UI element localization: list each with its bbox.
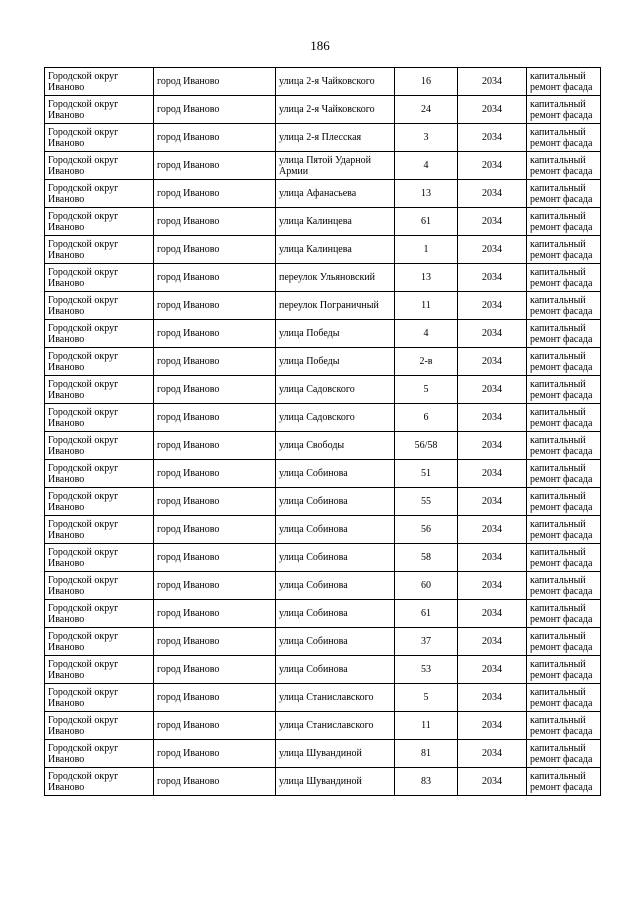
cell-work-type: капитальный ремонт фасада — [527, 516, 601, 544]
cell-planned-year: 2034 — [458, 292, 527, 320]
cell-planned-year: 2034 — [458, 768, 527, 796]
cell-planned-year: 2034 — [458, 544, 527, 572]
table-row — [45, 264, 601, 292]
cell-municipal-district: Городской округ Иваново — [45, 488, 154, 516]
cell-municipal-district: Городской округ Иваново — [45, 768, 154, 796]
cell-planned-year: 2034 — [458, 432, 527, 460]
cell-work-type: капитальный ремонт фасада — [527, 208, 601, 236]
table-row — [45, 348, 601, 376]
table-row — [45, 628, 601, 656]
cell-planned-year: 2034 — [458, 684, 527, 712]
cell-street: переулок Ульяновский — [276, 264, 395, 292]
registry-table — [44, 67, 601, 796]
cell-work-type: капитальный ремонт фасада — [527, 292, 601, 320]
cell-street: улица Победы — [276, 348, 395, 376]
cell-house-number: 11 — [395, 712, 458, 740]
table-row — [45, 740, 601, 768]
cell-street: переулок Пограничный — [276, 292, 395, 320]
page-number: 186 — [310, 38, 330, 53]
cell-work-type: капитальный ремонт фасада — [527, 348, 601, 376]
cell-street: улица Садовского — [276, 404, 395, 432]
cell-settlement: город Иваново — [154, 292, 276, 320]
cell-municipal-district: Городской округ Иваново — [45, 572, 154, 600]
cell-planned-year: 2034 — [458, 460, 527, 488]
cell-house-number: 16 — [395, 68, 458, 96]
table-row — [45, 768, 601, 796]
cell-planned-year: 2034 — [458, 96, 527, 124]
cell-settlement: город Иваново — [154, 628, 276, 656]
cell-house-number: 24 — [395, 96, 458, 124]
table-row — [45, 236, 601, 264]
cell-work-type: капитальный ремонт фасада — [527, 712, 601, 740]
cell-municipal-district: Городской округ Иваново — [45, 264, 154, 292]
cell-planned-year: 2034 — [458, 152, 527, 180]
cell-municipal-district: Городской округ Иваново — [45, 600, 154, 628]
cell-street: улица Собинова — [276, 488, 395, 516]
cell-house-number: 37 — [395, 628, 458, 656]
cell-street: улица Шувандиной — [276, 740, 395, 768]
cell-work-type: капитальный ремонт фасада — [527, 152, 601, 180]
cell-house-number: 61 — [395, 600, 458, 628]
table-row — [45, 96, 601, 124]
cell-settlement: город Иваново — [154, 68, 276, 96]
cell-settlement: город Иваново — [154, 236, 276, 264]
cell-work-type: капитальный ремонт фасада — [527, 236, 601, 264]
cell-planned-year: 2034 — [458, 488, 527, 516]
cell-municipal-district: Городской округ Иваново — [45, 684, 154, 712]
cell-planned-year: 2034 — [458, 600, 527, 628]
cell-municipal-district: Городской округ Иваново — [45, 460, 154, 488]
table-row — [45, 208, 601, 236]
cell-municipal-district: Городской округ Иваново — [45, 656, 154, 684]
cell-settlement: город Иваново — [154, 432, 276, 460]
cell-street: улица 2-я Чайковского — [276, 96, 395, 124]
cell-work-type: капитальный ремонт фасада — [527, 628, 601, 656]
cell-street: улица 2-я Плесская — [276, 124, 395, 152]
cell-work-type: капитальный ремонт фасада — [527, 600, 601, 628]
cell-house-number: 81 — [395, 740, 458, 768]
cell-house-number: 11 — [395, 292, 458, 320]
cell-street: улица Собинова — [276, 656, 395, 684]
cell-municipal-district: Городской округ Иваново — [45, 404, 154, 432]
cell-street: улица Собинова — [276, 544, 395, 572]
cell-street: улица Калинцева — [276, 236, 395, 264]
cell-house-number: 6 — [395, 404, 458, 432]
cell-municipal-district: Городской округ Иваново — [45, 320, 154, 348]
cell-house-number: 61 — [395, 208, 458, 236]
table-row — [45, 600, 601, 628]
cell-planned-year: 2034 — [458, 320, 527, 348]
cell-settlement: город Иваново — [154, 404, 276, 432]
cell-work-type: капитальный ремонт фасада — [527, 740, 601, 768]
cell-work-type: капитальный ремонт фасада — [527, 404, 601, 432]
cell-work-type: капитальный ремонт фасада — [527, 376, 601, 404]
cell-municipal-district: Городской округ Иваново — [45, 348, 154, 376]
cell-municipal-district: Городской округ Иваново — [45, 236, 154, 264]
cell-settlement: город Иваново — [154, 600, 276, 628]
table-row — [45, 432, 601, 460]
cell-house-number: 2-в — [395, 348, 458, 376]
cell-settlement: город Иваново — [154, 740, 276, 768]
cell-planned-year: 2034 — [458, 68, 527, 96]
table-row — [45, 684, 601, 712]
cell-settlement: город Иваново — [154, 656, 276, 684]
cell-municipal-district: Городской округ Иваново — [45, 292, 154, 320]
cell-work-type: капитальный ремонт фасада — [527, 180, 601, 208]
cell-street: улица Садовского — [276, 376, 395, 404]
cell-house-number: 4 — [395, 152, 458, 180]
cell-planned-year: 2034 — [458, 740, 527, 768]
table-row — [45, 460, 601, 488]
cell-street: улица Афанасьева — [276, 180, 395, 208]
cell-settlement: город Иваново — [154, 348, 276, 376]
cell-settlement: город Иваново — [154, 96, 276, 124]
cell-work-type: капитальный ремонт фасада — [527, 768, 601, 796]
cell-house-number: 4 — [395, 320, 458, 348]
cell-settlement: город Иваново — [154, 684, 276, 712]
cell-settlement: город Иваново — [154, 488, 276, 516]
cell-settlement: город Иваново — [154, 460, 276, 488]
cell-municipal-district: Городской округ Иваново — [45, 740, 154, 768]
cell-street: улица Шувандиной — [276, 768, 395, 796]
cell-settlement: город Иваново — [154, 124, 276, 152]
table-row — [45, 320, 601, 348]
cell-settlement: город Иваново — [154, 712, 276, 740]
cell-settlement: город Иваново — [154, 264, 276, 292]
cell-house-number: 56/58 — [395, 432, 458, 460]
table-row — [45, 68, 601, 96]
cell-work-type: капитальный ремонт фасада — [527, 320, 601, 348]
cell-street: улица Собинова — [276, 572, 395, 600]
cell-planned-year: 2034 — [458, 656, 527, 684]
cell-street: улица Собинова — [276, 516, 395, 544]
cell-house-number: 3 — [395, 124, 458, 152]
cell-municipal-district: Городской округ Иваново — [45, 544, 154, 572]
cell-planned-year: 2034 — [458, 124, 527, 152]
cell-house-number: 13 — [395, 264, 458, 292]
cell-house-number: 53 — [395, 656, 458, 684]
cell-planned-year: 2034 — [458, 628, 527, 656]
cell-planned-year: 2034 — [458, 208, 527, 236]
table-row — [45, 516, 601, 544]
cell-settlement: город Иваново — [154, 208, 276, 236]
cell-settlement: город Иваново — [154, 180, 276, 208]
cell-work-type: капитальный ремонт фасада — [527, 460, 601, 488]
cell-settlement: город Иваново — [154, 376, 276, 404]
cell-street: улица Калинцева — [276, 208, 395, 236]
cell-planned-year: 2034 — [458, 516, 527, 544]
cell-planned-year: 2034 — [458, 404, 527, 432]
cell-municipal-district: Городской округ Иваново — [45, 96, 154, 124]
cell-planned-year: 2034 — [458, 376, 527, 404]
cell-street: улица Победы — [276, 320, 395, 348]
cell-house-number: 56 — [395, 516, 458, 544]
cell-municipal-district: Городской округ Иваново — [45, 628, 154, 656]
cell-planned-year: 2034 — [458, 264, 527, 292]
table-row — [45, 488, 601, 516]
table-row — [45, 180, 601, 208]
cell-work-type: капитальный ремонт фасада — [527, 124, 601, 152]
cell-work-type: капитальный ремонт фасада — [527, 488, 601, 516]
cell-work-type: капитальный ремонт фасада — [527, 544, 601, 572]
cell-settlement: город Иваново — [154, 516, 276, 544]
table-row — [45, 124, 601, 152]
cell-municipal-district: Городской округ Иваново — [45, 68, 154, 96]
cell-street: улица Собинова — [276, 600, 395, 628]
cell-street: улица Собинова — [276, 628, 395, 656]
cell-municipal-district: Городской округ Иваново — [45, 432, 154, 460]
cell-settlement: город Иваново — [154, 544, 276, 572]
cell-planned-year: 2034 — [458, 572, 527, 600]
cell-work-type: капитальный ремонт фасада — [527, 572, 601, 600]
table-row — [45, 544, 601, 572]
cell-municipal-district: Городской округ Иваново — [45, 124, 154, 152]
cell-municipal-district: Городской округ Иваново — [45, 152, 154, 180]
cell-settlement: город Иваново — [154, 572, 276, 600]
cell-settlement: город Иваново — [154, 152, 276, 180]
cell-planned-year: 2034 — [458, 712, 527, 740]
cell-house-number: 55 — [395, 488, 458, 516]
table-row — [45, 292, 601, 320]
cell-street: улица Свободы — [276, 432, 395, 460]
cell-house-number: 13 — [395, 180, 458, 208]
cell-work-type: капитальный ремонт фасада — [527, 656, 601, 684]
cell-house-number: 51 — [395, 460, 458, 488]
cell-street: улица 2-я Чайковского — [276, 68, 395, 96]
cell-municipal-district: Городской округ Иваново — [45, 376, 154, 404]
cell-settlement: город Иваново — [154, 768, 276, 796]
table-row — [45, 572, 601, 600]
cell-street: улица Станиславского — [276, 684, 395, 712]
cell-settlement: город Иваново — [154, 320, 276, 348]
cell-house-number: 1 — [395, 236, 458, 264]
cell-planned-year: 2034 — [458, 236, 527, 264]
table-row — [45, 152, 601, 180]
cell-work-type: капитальный ремонт фасада — [527, 264, 601, 292]
cell-street: улица Пятой Ударной Армии — [276, 152, 395, 180]
cell-work-type: капитальный ремонт фасада — [527, 684, 601, 712]
cell-work-type: капитальный ремонт фасада — [527, 68, 601, 96]
registry-table-body — [45, 68, 601, 796]
cell-municipal-district: Городской округ Иваново — [45, 516, 154, 544]
cell-work-type: капитальный ремонт фасада — [527, 96, 601, 124]
cell-planned-year: 2034 — [458, 348, 527, 376]
cell-house-number: 60 — [395, 572, 458, 600]
cell-municipal-district: Городской округ Иваново — [45, 180, 154, 208]
cell-house-number: 83 — [395, 768, 458, 796]
cell-planned-year: 2034 — [458, 180, 527, 208]
cell-street: улица Станиславского — [276, 712, 395, 740]
table-row — [45, 656, 601, 684]
cell-house-number: 5 — [395, 376, 458, 404]
cell-municipal-district: Городской округ Иваново — [45, 712, 154, 740]
cell-street: улица Собинова — [276, 460, 395, 488]
cell-work-type: капитальный ремонт фасада — [527, 432, 601, 460]
cell-municipal-district: Городской округ Иваново — [45, 208, 154, 236]
table-row — [45, 712, 601, 740]
cell-house-number: 5 — [395, 684, 458, 712]
table-row — [45, 404, 601, 432]
table-row — [45, 376, 601, 404]
cell-house-number: 58 — [395, 544, 458, 572]
